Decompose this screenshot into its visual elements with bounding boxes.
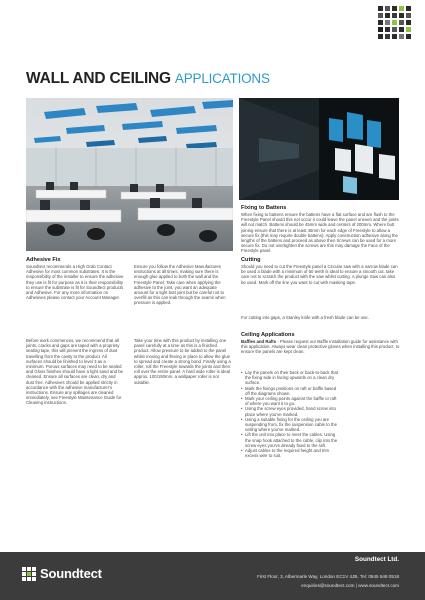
logo-tile (385, 27, 390, 32)
cutting-heading: Cutting (241, 257, 261, 263)
adhesive-fix-text-1: Soundtect recommends a High Grab Contact Adhesive for most common substrates. It is the responsibility of the installer to ensure the adhesive they use is fit for purpose as it is their responsibility to ensure the substrate is fit for Soundtect products and Adhesive. For any more information on Adhesives please contact your Account Manager. (26, 264, 124, 301)
adhesive-fix-text-2: Before work commences, we recommend that all joints, cracks and gaps are taped with a propriety sealing tape, this will prevent the ingress of dust travelling from the cavity to the product. All surfaces should be finished to level 3 as a minimum. Porous surfaces may need to be sealed and Gloss finishes should have a light sand and be cleaned. Ensure all surfaces are clean, dry and dust free. Adhesives should be applied strictly in accordance with the adhesive manufacturer's instructions. Ensure any spillages are cleaned immediately, see Freestyle Maintenance Guide for Cleaning instructions. (26, 338, 123, 406)
logo-tile (399, 34, 404, 39)
adhesive-fix-heading: Adhesive Fix (26, 257, 61, 263)
logo-tile (406, 6, 411, 11)
logo-tile (378, 6, 383, 11)
list-item: • Using a suitable fixing for the ceiling you are suspending from, fix the suspension cable to the ceiling where you've marked. (241, 417, 341, 433)
logo-tile (399, 6, 404, 11)
logo-tile (378, 34, 383, 39)
logo-tile (385, 34, 390, 39)
page-title (26, 70, 270, 88)
logo-tile (399, 20, 404, 25)
logo-tile (385, 20, 390, 25)
ceiling-intro-body: - Please request our Baffle installation guide for assistance with this application. Always wear clean protective gloves when installing this product, to ensure the panels are kept clean. (241, 339, 400, 355)
title-light: APPLICATIONS (174, 71, 270, 86)
baffles-rafts-label: Baffles and Rafts (241, 339, 277, 344)
ceiling-intro-text (241, 339, 401, 355)
logo-tile (406, 20, 411, 25)
office-ceiling-photo (26, 98, 233, 251)
logo-tile (392, 27, 397, 32)
logo-tile (378, 20, 383, 25)
soundtect-mark-icon (22, 567, 36, 581)
list-item: • Lift the unit into place to meet the cables. Using the snap hook attached to the cable, clip into the screw eyes you've already fixed to the raft. (241, 432, 341, 448)
ceiling-applications-heading: Ceiling Applications (241, 332, 295, 338)
list-item: • Lay the panels on their back or back-to-back that the fixing side in facing upwards on a clean dry surface. (241, 370, 341, 386)
logo-tile (399, 13, 404, 18)
company-contact: enquiries@soundtect.com | www.soundtect.com (301, 583, 399, 588)
title-bold: WALL AND CEILING (26, 70, 171, 87)
logo-tile (406, 34, 411, 39)
fixing-battens-text: When fixing to battens ensure the battens have a flat surface and are flush to the Freestyle Panel should this not occur it could leave the panel uneven and the joints will not match. Battens should be 45mm wide and centers of 200mm. Where butt joining ensure that there is at least 45mm for each edge of Freestyle to allow a secure fix (this may require double battens). Apply construction adhesive along the lengths of the battens and proceed as above then Screws can be used for a more secure fix. Do not overtighten the screws are this may damage the Face of the Freestyle panel. (241, 212, 399, 254)
logo-mosaic (378, 6, 412, 40)
cutting-text-2: For cutting into gaps, a Stanley knife with a fresh blade can be use. (241, 315, 369, 320)
list-item: • Using the screw eyes provided, hand screw into place where you've marked. (241, 406, 341, 416)
cutting-text-1: Should you need to cut the Freestyle panel a Circular saw with a narrow blade can be used a blade with a minimum of 60 teeth is ideal to ensure a smooth cut. take care not to scratch the product with the saw whilst cutting. A plunge Saw can also be used. Mark off the line you want to cut with masking tape. (241, 264, 398, 285)
list-item: • Mark the fixings positions on raft or baffle based off the diagrams shown. (241, 386, 341, 396)
fixing-battens-heading: Fixing to Battens (241, 205, 287, 211)
logo-tile (392, 13, 397, 18)
logo-tile (406, 27, 411, 32)
list-item: • Mark your ceiling points against the baffle or raft of where you want it to go. (241, 396, 341, 406)
adhesive-instructions-text: Ensure you follow the Adhesive Manufactures instructions at all times, making sure there is enough glue applied to both the wall and the Freestyle Panel. Take care when applying the adhesive to the joint, you want an adequate amount for a tight butt joint but be careful not to overfill as this can leak through the seams when pressure is applied. (134, 264, 226, 306)
wall-panel-photo (239, 98, 399, 200)
logo-tile (399, 27, 404, 32)
logo-tile (392, 34, 397, 39)
logo-tile (385, 13, 390, 18)
installation-text: Take your time with this product by installing one panel carefully at a time as this is a finished product. Allow pressure to be added to the panel whilst moving and flexing in place to allow the glue to spread and create a strong bond. Finally using a roller, roll the Freestyle towards the joints and then roll over the entire panel. A hard wide roller is ideal approx. 100/150mm, a wallpaper roller is not suitable. (134, 338, 231, 385)
company-address: First Floor, 3, Albermarle Way, London EC1V 4JB. Tel: 0845 548 0518 (257, 574, 399, 579)
brand-logo (22, 566, 102, 581)
brand-name: Soundtect (40, 566, 102, 581)
list-item: • Adjust cables to the required height and trim excess wire to suit. (241, 448, 341, 458)
logo-tile (385, 6, 390, 11)
logo-tile (392, 6, 397, 11)
logo-tile (392, 20, 397, 25)
ceiling-steps-list (241, 370, 341, 458)
company-name: Soundtect Ltd. (354, 556, 399, 563)
logo-tile (406, 13, 411, 18)
logo-tile (378, 13, 383, 18)
logo-tile (378, 27, 383, 32)
